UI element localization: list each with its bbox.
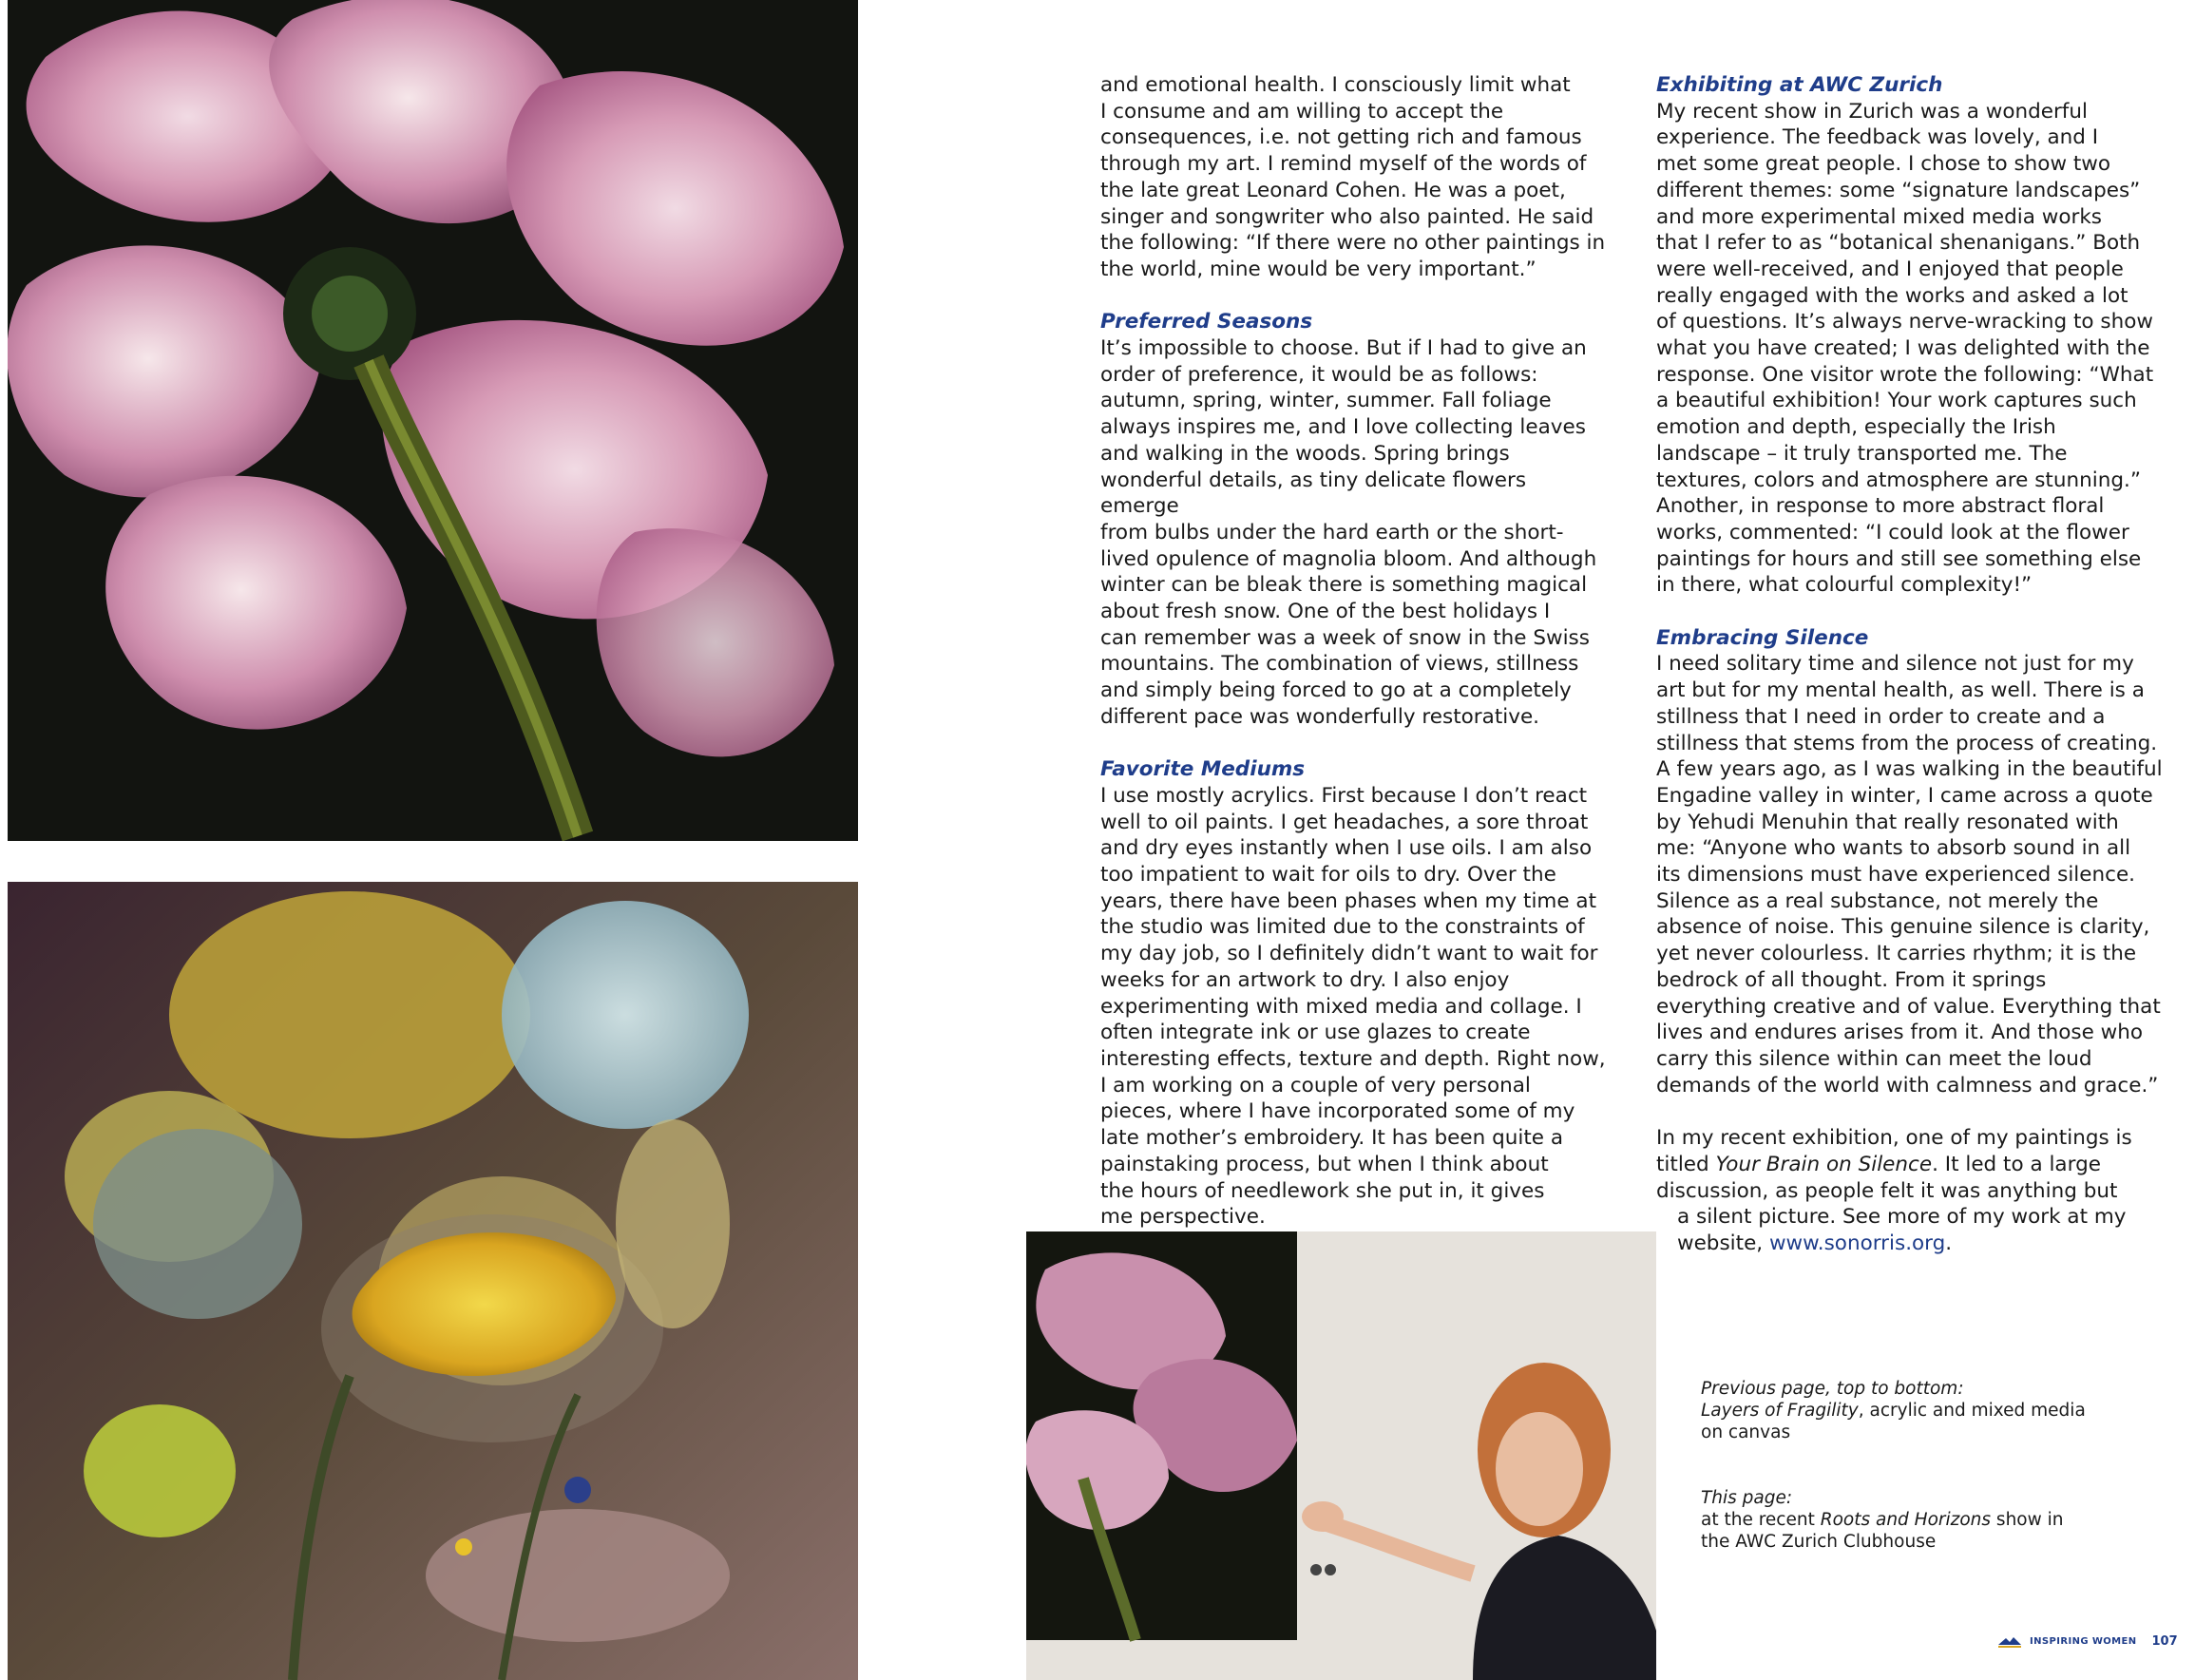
image-captions <box>1701 1378 2100 1553</box>
section-heading-favorite-mediums: Favorite Mediums <box>1100 757 1306 782</box>
body-line: It’s impossible to choose. But if I had to give an <box>1100 336 1587 361</box>
body-line: My recent show in Zurich was a wonderful <box>1656 99 2088 124</box>
body-line: and dry eyes instantly when I use oils. I am also <box>1100 836 1593 861</box>
caption-text: , acrylic and mixed media <box>1858 1401 2086 1421</box>
body-line: about fresh snow. One of the best holidays I <box>1100 600 1551 624</box>
body-line: singer and songwriter who also painted. He said <box>1100 204 1594 229</box>
body-line: a silent picture. See more of my work at my <box>1677 1205 2127 1230</box>
section-heading-preferred-seasons: Preferred Seasons <box>1100 310 1313 334</box>
body-line: well to oil paints. I get headaches, a sore throat <box>1100 810 1589 834</box>
body-line: by Yehudi Menuhin that really resonated with <box>1656 810 2119 834</box>
body-line: me: “Anyone who wants to absorb sound in all <box>1656 836 2131 861</box>
body-line: really engaged with the works and asked a lot <box>1656 283 2128 308</box>
body-line: carry this silence within can meet the loud <box>1656 1047 2092 1071</box>
body-line: the studio was limited due to the constraints of <box>1100 915 1585 940</box>
body-line: and walking in the woods. Spring brings <box>1100 441 1510 466</box>
flower-painting-image <box>8 0 858 841</box>
body-line: of questions. It’s always nerve-wracking to show <box>1656 310 2153 334</box>
artist-exhibition-photo <box>1026 1231 1656 1680</box>
body-line: response. One visitor wrote the following: “What <box>1656 362 2154 387</box>
body-line: Another, in response to more abstract floral <box>1656 494 2105 519</box>
body-line: I am working on a couple of very personal <box>1100 1073 1531 1098</box>
body-line: Engadine valley in winter, I came across a quote <box>1656 783 2153 808</box>
body-line: me perspective. <box>1100 1205 1266 1230</box>
yellow-flowers-painting-image <box>8 882 858 1680</box>
publication-name: INSPIRING WOMEN <box>2030 1636 2137 1647</box>
body-line: years, there have been phases when my time at <box>1100 888 1597 913</box>
body-line: often integrate ink or use glazes to create <box>1100 1021 1531 1045</box>
body-line: what you have created; I was delighted with the <box>1656 336 2150 361</box>
body-line: were well-received, and I enjoyed that people <box>1656 257 2124 281</box>
body-line: from bulbs under the hard earth or the short- <box>1100 520 1564 544</box>
caption-heading-this-page: This page: <box>1701 1488 1793 1508</box>
body-line: in there, what colourful complexity!” <box>1656 573 2033 598</box>
body-line: pieces, where I have incorporated some of my <box>1100 1099 1575 1124</box>
caption-text: the AWC Zurich Clubhouse <box>1701 1532 1937 1552</box>
body-line: lived opulence of magnolia bloom. And although <box>1100 546 1597 571</box>
article-column-right <box>1656 72 2169 1257</box>
body-line: different themes: some “signature landscapes” <box>1656 178 2141 202</box>
body-line: the hours of needlework she put in, it gives <box>1100 1178 1545 1203</box>
page-footer <box>1997 1634 2178 1649</box>
body-line: a beautiful exhibition! Your work captures such <box>1656 389 2137 413</box>
body-line: mountains. The combination of views, stillness <box>1100 652 1579 677</box>
caption-artwork-title: Layers of Fragility <box>1701 1401 1859 1421</box>
body-line: A few years ago, as I was walking in the beautiful <box>1656 757 2163 782</box>
page-number: 107 <box>2151 1634 2178 1649</box>
body-line: my day job, so I definitely didn’t want to wait for <box>1100 942 1598 966</box>
body-line: paintings for hours and still see something else <box>1656 546 2142 571</box>
body-line: always inspires me, and I love collecting leaves <box>1100 415 1586 440</box>
body-line: emotion and depth, especially the Irish <box>1656 415 2056 440</box>
body-line: bedrock of all thought. From it springs <box>1656 967 2047 992</box>
caption-text: show in <box>1991 1510 2064 1530</box>
caption-show-title: Roots and Horizons <box>1820 1510 1992 1530</box>
body-line <box>1656 1231 2169 1257</box>
body-line: works, commented: “I could look at the flower <box>1656 520 2129 544</box>
body-line: stillness that stems from the process of creating. <box>1656 731 2158 755</box>
caption-text: at the recent <box>1701 1510 1821 1530</box>
body-line: lives and endures arises from it. And those who <box>1656 1021 2144 1045</box>
body-line: experience. The feedback was lovely, and I <box>1656 125 2099 150</box>
body-line: order of preference, it would be as follows: <box>1100 362 1538 387</box>
body-line <box>1656 1152 2169 1178</box>
body-text: titled <box>1656 1152 1716 1176</box>
body-line: stillness that I need in order to create and a <box>1656 704 2106 729</box>
body-line: autumn, spring, winter, summer. Fall foliage <box>1100 389 1552 413</box>
body-line: and more experimental mixed media works <box>1656 204 2103 229</box>
body-line: everything creative and of value. Everything that <box>1656 994 2161 1019</box>
body-line: different pace was wonderfully restorative. <box>1100 704 1540 729</box>
body-line: can remember was a week of snow in the Swiss <box>1100 625 1590 650</box>
body-line: the late great Leonard Cohen. He was a poet, <box>1100 178 1566 202</box>
body-line: and simply being forced to go at a completely <box>1100 678 1572 703</box>
body-line: discussion, as people felt it was anything but <box>1656 1178 2118 1203</box>
body-line: wonderful details, as tiny delicate flowers emerge <box>1100 468 1527 519</box>
body-line: met some great people. I chose to show two <box>1656 152 2111 177</box>
body-line: I use mostly acrylics. First because I don’t react <box>1100 783 1588 808</box>
body-line: absence of noise. This genuine silence is clarity, <box>1656 915 2150 940</box>
body-line: winter can be bleak there is something magical <box>1100 573 1588 598</box>
body-line: textures, colors and atmosphere are stunning.” <box>1656 468 2141 492</box>
painting-title: Your Brain on Silence <box>1715 1152 1933 1176</box>
body-text: . It led to a large <box>1932 1152 2101 1176</box>
body-line: late mother’s embroidery. It has been quite a <box>1100 1126 1564 1151</box>
caption-text: on canvas <box>1701 1422 1791 1442</box>
body-line: interesting effects, texture and depth. Right now, <box>1100 1046 1606 1071</box>
publication-logo-icon <box>1997 1635 2022 1649</box>
body-line: through my art. I remind myself of the words of <box>1100 152 1587 177</box>
body-line: the world, mine would be very important.” <box>1100 257 1536 281</box>
caption-heading-previous: Previous page, top to bottom: <box>1701 1379 1964 1399</box>
section-heading-embracing-silence: Embracing Silence <box>1656 625 1869 650</box>
body-line: weeks for an artwork to dry. I also enjoy <box>1100 967 1510 992</box>
body-line: In my recent exhibition, one of my paintings is <box>1656 1126 2132 1151</box>
body-line: painstaking process, but when I think about <box>1100 1152 1549 1176</box>
body-line: landscape – it truly transported me. The <box>1656 441 2068 466</box>
body-line: that I refer to as “botanical shenanigans.” Both <box>1656 231 2141 256</box>
body-text: . <box>1945 1231 1953 1255</box>
article-column-middle <box>1100 72 1609 1231</box>
body-line: I consume and am willing to accept the <box>1100 99 1504 124</box>
section-heading-exhibiting: Exhibiting at AWC Zurich <box>1656 73 1943 97</box>
body-line: and emotional health. I consciously limit what <box>1100 73 1571 97</box>
body-line: too impatient to wait for oils to dry. Over the <box>1100 863 1556 888</box>
website-link[interactable]: www.sonorris.org <box>1768 1231 1946 1255</box>
body-line: consequences, i.e. not getting rich and famous <box>1100 125 1582 150</box>
body-line: Silence as a real substance, not merely the <box>1656 888 2099 913</box>
body-text: website, <box>1677 1231 1769 1255</box>
body-line: the following: “If there were no other paintings in <box>1100 231 1606 256</box>
body-line: demands of the world with calmness and grace.” <box>1656 1073 2159 1098</box>
body-line: its dimensions must have experienced silence. <box>1656 863 2136 888</box>
body-line: experimenting with mixed media and collage. I <box>1100 994 1582 1019</box>
body-line: I need solitary time and silence not just for my <box>1656 652 2134 677</box>
body-line: art but for my mental health, as well. There is a <box>1656 678 2145 703</box>
body-line: yet never colourless. It carries rhythm; it is the <box>1656 942 2137 966</box>
